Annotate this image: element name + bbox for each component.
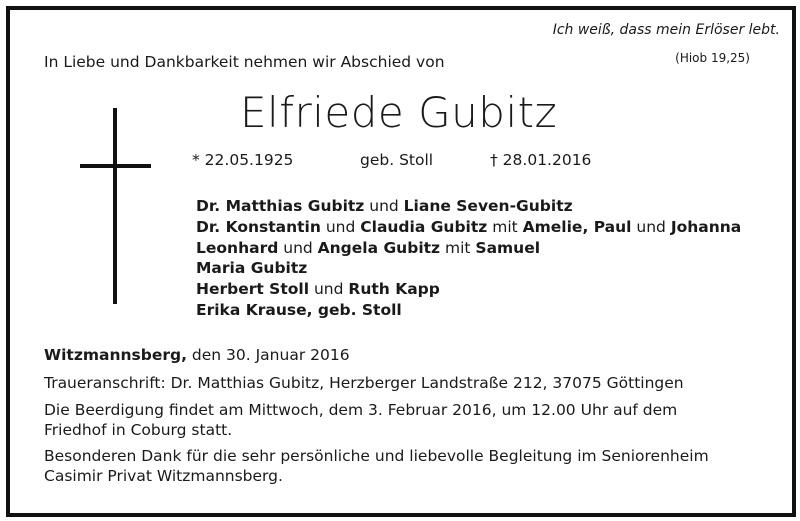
mourner-name: Samuel [475, 238, 541, 257]
mourner-name: Maria Gubitz [196, 259, 308, 278]
mourner-name: Liane Seven-Gubitz [403, 197, 573, 215]
mourners-list [196, 196, 741, 321]
mourner-name: Herbert Stoll [196, 280, 310, 299]
mourner-line [196, 196, 741, 217]
place-date [44, 346, 350, 364]
thanks-note [44, 446, 709, 486]
deceased-name: Elfriede Gubitz [240, 88, 558, 137]
connector: und [631, 217, 671, 236]
birth-date: * 22.05.1925 [192, 151, 294, 169]
funeral-line: Friedhof in Coburg statt. [44, 421, 233, 439]
mourner-name: Dr. Konstantin [196, 217, 321, 236]
bible-quote: Ich weiß, dass mein Erlöser lebt. [552, 22, 780, 38]
place-name: Witzmannsberg, [44, 346, 187, 364]
connector: mit [487, 217, 523, 236]
connector: und [320, 217, 361, 236]
funeral-info [44, 400, 677, 440]
mourner-name: Amelie, Paul [522, 217, 632, 236]
bible-reference: (Hiob 19,25) [675, 51, 750, 65]
cross-icon-bar [80, 164, 151, 168]
funeral-line: Die Beerdigung findet am Mittwoch, dem 3. Februar 2016, um 12.00 Uhr auf dem [44, 401, 678, 419]
mourner-name: Claudia Gubitz [360, 217, 488, 236]
thanks-line: Casimir Privat Witzmannsberg. [44, 467, 283, 485]
death-date: † 28.01.2016 [490, 151, 592, 169]
connector: und [364, 197, 404, 215]
mourner-name: Dr. Matthias Gubitz [196, 197, 365, 215]
life-dates [192, 151, 752, 173]
mourner-line [196, 238, 741, 259]
intro-text: In Liebe und Dankbarkeit nehmen wir Abschied von [44, 53, 445, 71]
connector: und [278, 238, 318, 257]
mourner-name: Johanna [670, 217, 742, 236]
connector: und [309, 280, 349, 299]
mourner-name: Ruth Kapp [348, 280, 440, 299]
mourner-line [196, 258, 741, 279]
thanks-line: Besonderen Dank für die sehr persönliche und liebevolle Begleitung im Seniorenheim [44, 447, 709, 465]
mourning-address: Traueranschrift: Dr. Matthias Gubitz, Herzberger Landstraße 212, 37075 Göttingen [44, 374, 684, 392]
mourner-name: Angela Gubitz [317, 238, 441, 257]
mourner-name: Erika Krause, geb. Stoll [196, 300, 402, 319]
mourner-line [196, 300, 741, 321]
mourner-line [196, 217, 741, 238]
cross-icon [113, 108, 117, 304]
notice-date: den 30. Januar 2016 [186, 346, 350, 364]
maiden-name: geb. Stoll [360, 151, 434, 169]
mourner-name: Leonhard [196, 238, 279, 257]
connector: mit [440, 238, 476, 257]
mourner-line [196, 279, 741, 300]
